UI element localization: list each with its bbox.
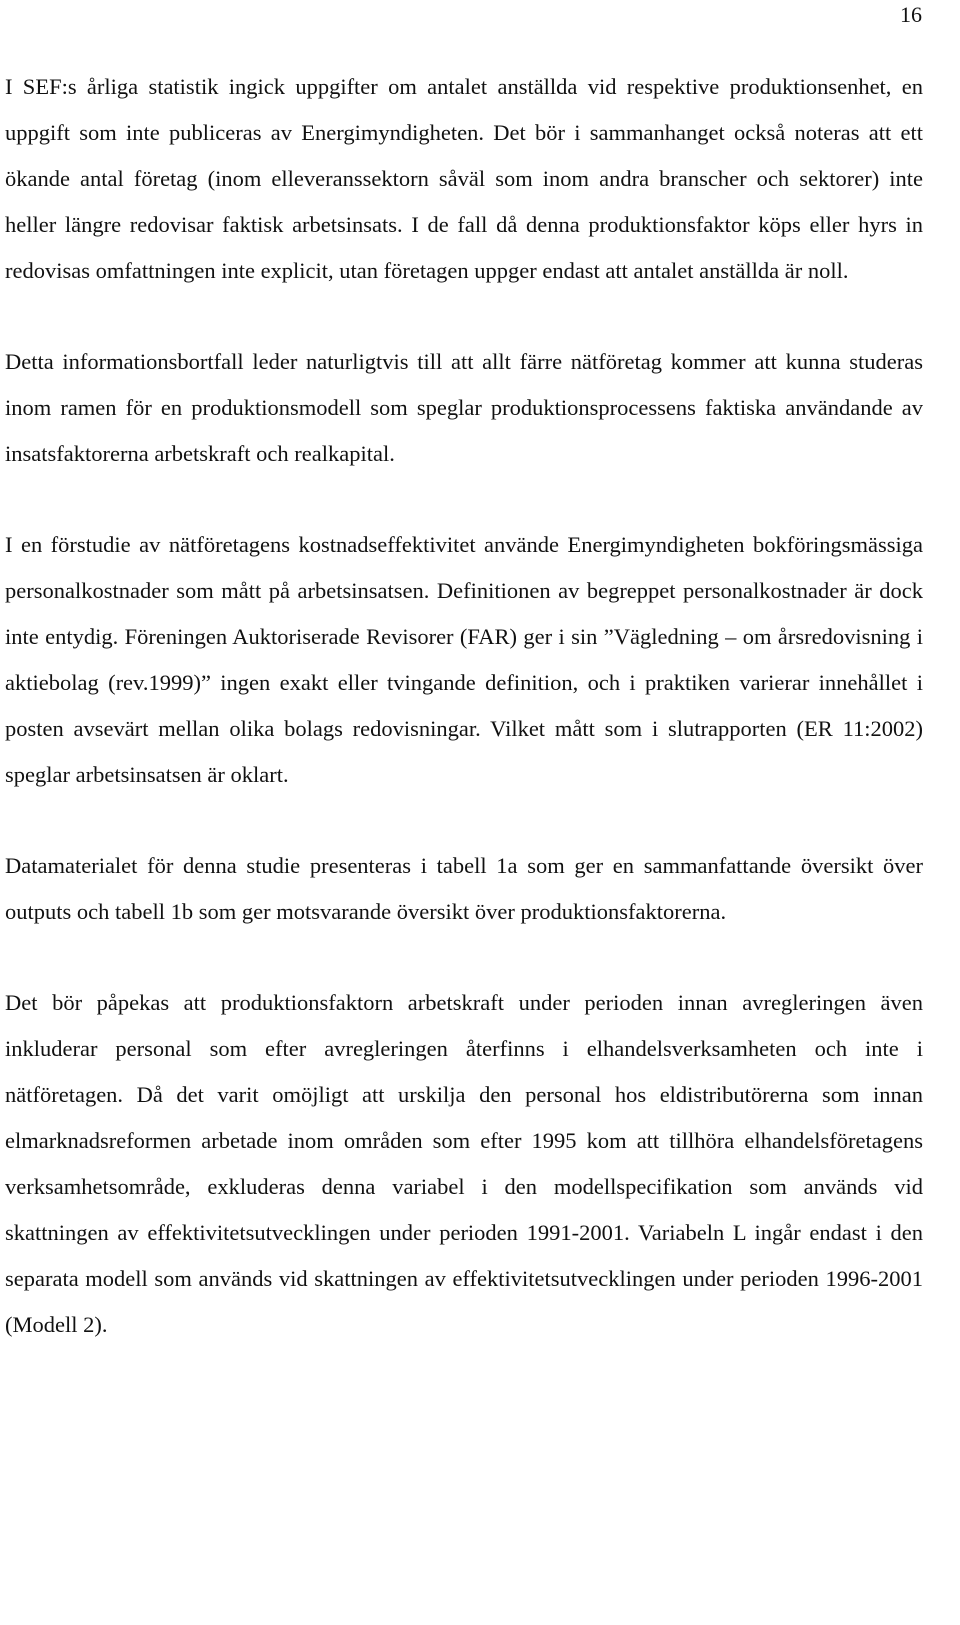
paragraph-5: Det bör påpekas att produktionsfaktorn arbetskraft under perioden innan avregleringen även inkluderar personal som efter avregleringen återfinns i elhandelsverksamheten och inte i nätföretagen. Då det varit omöjligt att urskilja den personal hos eldistributörerna som innan elmarknadsreformen arbetade inom områden som efter 1995 kom att tillhöra elhandelsföretagens verksamhetsområde, exkluderas denna variabel i den modellspecifikation som används vid skattningen av effektivitetsutvecklingen under perioden 1991-2001. Variabeln L ingår endast i den separata modell som används vid skattningen av effektivitetsutvecklingen under perioden 1996-2001 (Modell 2).: [5, 990, 923, 1337]
paragraph-2: Detta informationsbortfall leder naturligtvis till att allt färre nätföretag kommer att kunna studeras inom ramen för en produktionsmodell som speglar produktionsprocessens faktiska användande av insatsfaktorerna arbetskraft och realkapital.: [5, 349, 923, 466]
page-number: 16: [900, 2, 922, 27]
document-body: [5, 64, 923, 1348]
paragraph-1: I SEF:s årliga statistik ingick uppgifter om antalet anställda vid respektive produktionsenhet, en uppgift som inte publiceras av Energimyndigheten. Det bör i sammanhanget också noteras att ett ökande antal företag (inom elleveranssektorn såväl som inom andra branscher och sektorer) inte heller längre redovisar faktisk arbetsinsats. I de fall då denna produktionsfaktor köps eller hyrs in redovisas omfattningen inte explicit, utan företagen uppger endast att antalet anställda är noll.: [5, 74, 923, 283]
paragraph-4: Datamaterialet för denna studie presenteras i tabell 1a som ger en sammanfattande översikt över outputs och tabell 1b som ger motsvarande översikt över produktionsfaktorerna.: [5, 853, 923, 924]
paragraph-3: I en förstudie av nätföretagens kostnadseffektivitet använde Energimyndigheten bokföringsmässiga personalkostnader som mått på arbetsinsatsen. Definitionen av begreppet personalkostnader är dock inte entydig. Föreningen Auktoriserade Revisorer (FAR) ger i sin ”Vägledning – om årsredovisning i aktiebolag (rev.1999)” ingen exakt eller tvingande definition, och i praktiken varierar innehållet i posten avsevärt mellan olika bolags redovisningar. Vilket mått som i slutrapporten (ER 11:2002) speglar arbetsinsatsen är oklart.: [5, 532, 923, 787]
